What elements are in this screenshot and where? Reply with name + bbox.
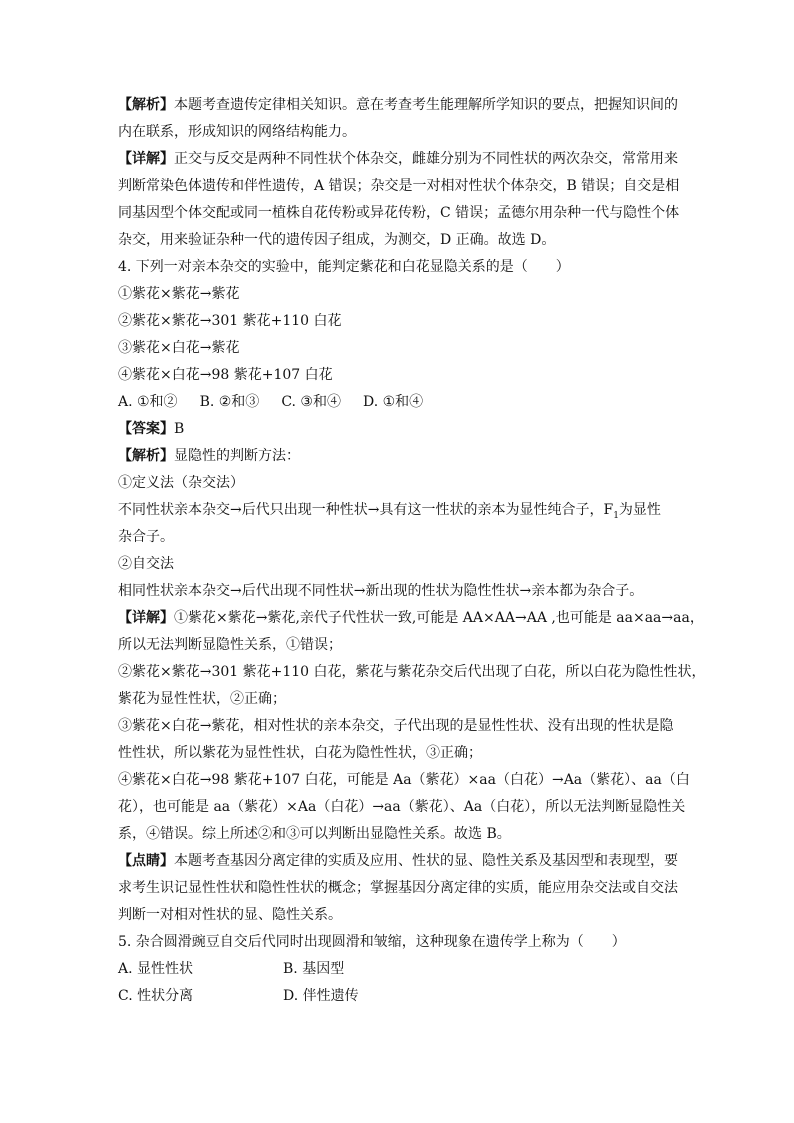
- text-line: 内在联系，形成知识的网络结构能力。: [118, 124, 356, 140]
- option-a: A. 显性性状: [118, 961, 194, 977]
- option-b: B. ②和③: [199, 394, 260, 410]
- detail-line: 所以无法判断显隐性关系，①错误；: [118, 637, 342, 653]
- detail-tag: 【详解】: [118, 610, 174, 626]
- question-item: ③紫花×白花→紫花: [118, 340, 240, 356]
- tip-tag: 【点睛】: [118, 853, 174, 869]
- tip-line: [118, 848, 683, 875]
- question-item: ①紫花×紫花→紫花: [118, 286, 240, 302]
- text: 正交与反交是两种不同性状个体杂交，雌雄分别为不同性状的两次杂交，常常用来: [174, 151, 678, 167]
- detail-line: ②紫花×紫花→301 紫花+110 白花，紫花与紫花杂交后代出现了白花，所以白花为隐性性状，: [118, 664, 706, 680]
- subscript: 1: [613, 510, 619, 521]
- question-4: [118, 254, 706, 929]
- method-2-title: ②自交法: [118, 556, 174, 572]
- answer-line: [118, 416, 683, 443]
- detail-line: 系，④错误。综上所述②和③可以判断出显隐性关系。故选 B。: [118, 826, 511, 842]
- option-c: C. ③和④: [281, 394, 341, 410]
- analysis-title: 显隐性的判断方法：: [174, 448, 300, 464]
- detail-line: ④紫花×白花→98 紫花+107 白花，可能是 Aa（紫花）×aa（白花）→Aa（紫花）、aa（白: [118, 772, 690, 788]
- question-stem: 4. 下列一对亲本杂交的实验中，能判定紫花和白花显隐关系的是（ ）: [118, 259, 570, 275]
- option-d: D. ①和④: [362, 394, 424, 410]
- options-row: [118, 956, 683, 983]
- text-line: 杂交，用来验证杂种一代的遗传因子组成，为测交，D 正确。故选 D。: [118, 232, 556, 248]
- option-b: B. 基因型: [283, 961, 345, 977]
- detail-line: [118, 605, 704, 632]
- options-row: [118, 983, 683, 1010]
- analysis-paragraph: [118, 92, 683, 146]
- option-a: A. ①和②: [118, 394, 178, 410]
- method-1-title: ①定义法（杂交法）: [118, 475, 244, 491]
- analysis-tag: 【解析】: [118, 448, 174, 464]
- detail-line: 紫花为显性性状，②正确；: [118, 691, 286, 707]
- method-1-text: [118, 497, 683, 524]
- question-5: [118, 929, 683, 1010]
- text-line: 判断常染色体遗传和伴性遗传，A 错误；杂交是一对相对性状个体杂交，B 错误；自交是相: [118, 178, 680, 194]
- section-tag: 【解析】: [118, 97, 174, 113]
- detail-paragraph: [118, 146, 683, 254]
- section-tag: 【详解】: [118, 151, 174, 167]
- options-row: [118, 389, 683, 416]
- tip-line: 判断一对相对性状的显、隐性关系。: [118, 907, 342, 923]
- detail-line: ③紫花×白花→紫花，相对性状的亲本杂交，子代出现的是显性性状、没有出现的性状是隐: [118, 718, 674, 734]
- question-item: ④紫花×白花→98 紫花+107 白花: [118, 367, 333, 383]
- text-line: [118, 92, 683, 119]
- method-2-text: 相同性状亲本杂交→后代出现不同性状→新出现的性状为隐性性状→亲本都为杂合子。: [118, 583, 644, 599]
- text: 本题考查遗传定律相关知识。意在考查考生能理解所学知识的要点，把握知识间的: [174, 97, 678, 113]
- text: 本题考查基因分离定律的实质及应用、性状的显、隐性关系及基因型和表现型，要: [174, 853, 678, 869]
- text-line: [118, 146, 683, 173]
- text-line: 同基因型个体交配或同一植株自花传粉或异花传粉，C 错误；孟德尔用杂种一代与隐性个体: [118, 205, 680, 221]
- document-content: [118, 92, 706, 1010]
- tip-line: 求考生识记显性性状和隐性性状的概念；掌握基因分离定律的实质，能应用杂交法或自交法: [118, 880, 678, 896]
- question-stem: 5. 杂合圆滑豌豆自交后代同时出现圆滑和皱缩，这种现象在遗传学上称为（ ）: [118, 934, 626, 950]
- method-1-text-cont: 杂合子。: [118, 529, 174, 545]
- analysis-line: [118, 443, 683, 470]
- option-c: C. 性状分离: [118, 988, 194, 1004]
- text: ①紫花×紫花→紫花,亲代子代性状一致,可能是 AA×AA→AA ,也可能是 aa×aa→aa，: [174, 610, 704, 626]
- text: 不同性状亲本杂交→后代只出现一种性状→具有这一性状的亲本为显性纯合子，F: [118, 502, 614, 518]
- detail-line: 花），也可能是 aa（紫花）×Aa（白花）→aa（紫花）、Aa（白花），所以无法判断显隐性关: [118, 799, 686, 815]
- text: 为显性: [618, 502, 661, 518]
- detail-line: 性性状，所以紫花为显性性状，白花为隐性性状，③正确；: [118, 745, 482, 761]
- answer-tag: 【答案】: [118, 421, 174, 437]
- question-item: ②紫花×紫花→301 紫花+110 白花: [118, 313, 342, 329]
- answer-value: B: [174, 421, 185, 437]
- option-d: D. 伴性遗传: [283, 988, 359, 1004]
